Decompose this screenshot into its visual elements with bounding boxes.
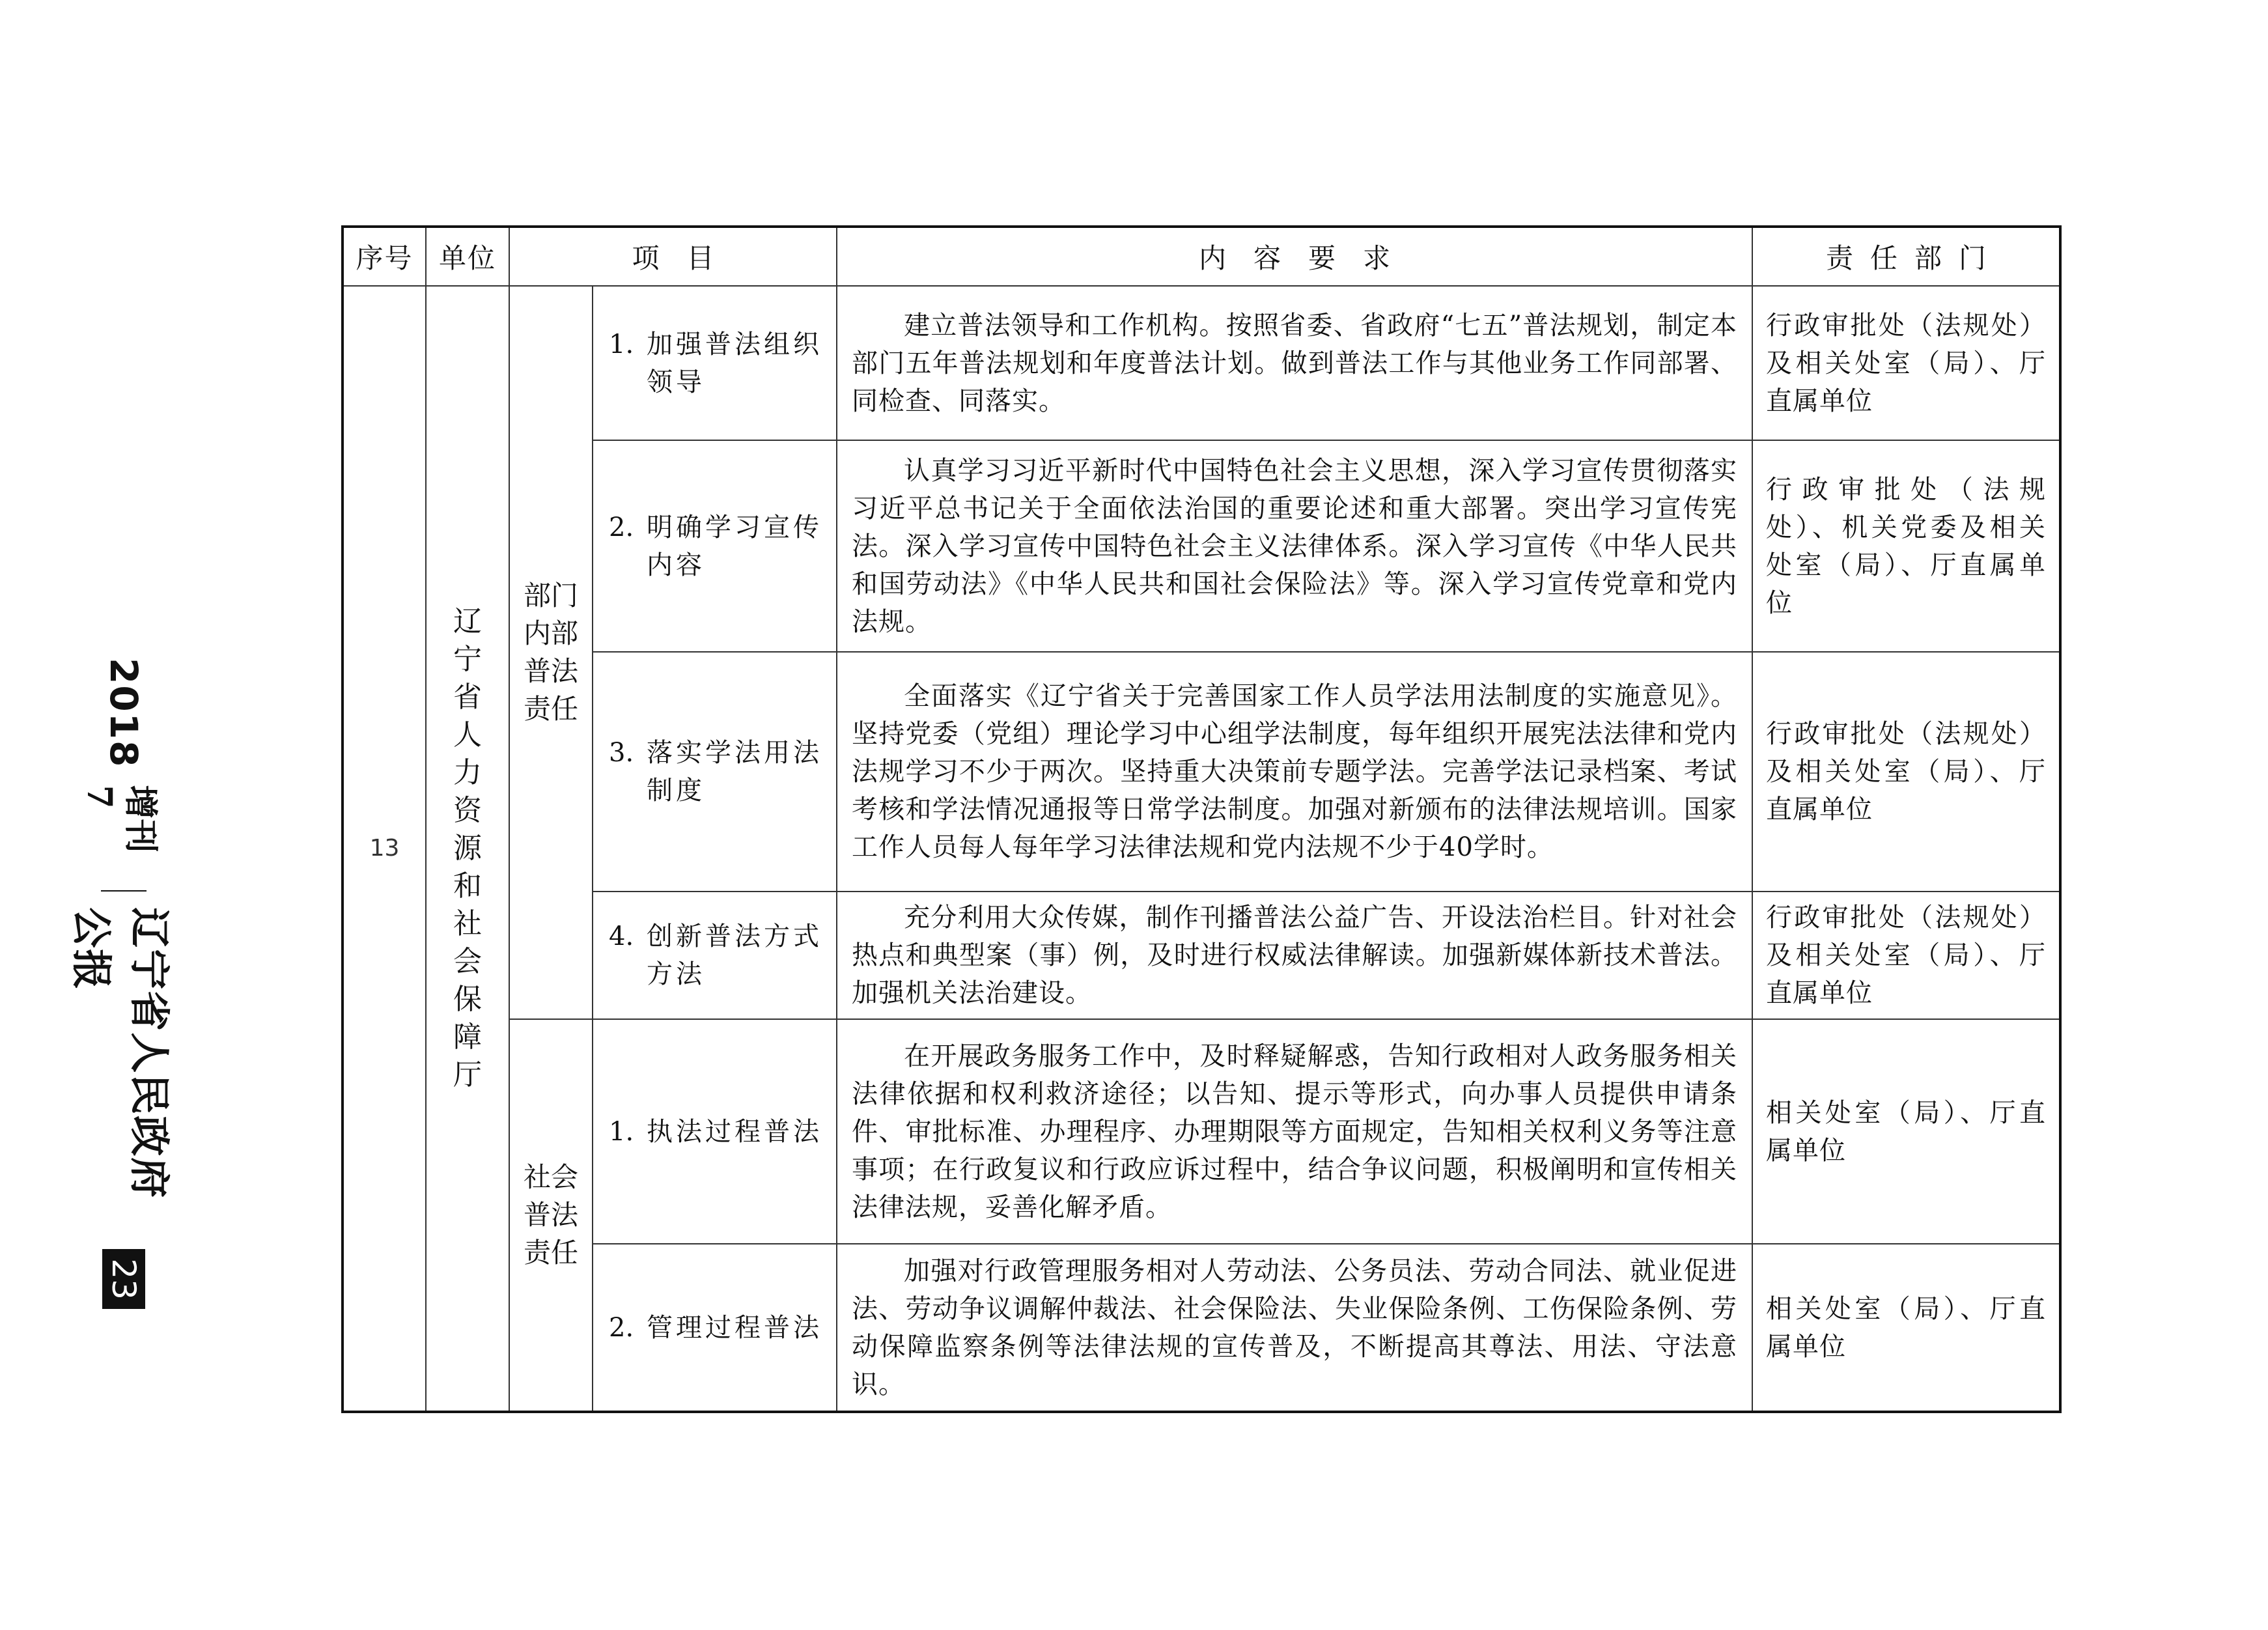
content-text: 充分利用大众传媒，制作刊播普法公益广告、开设法治栏目。针对社会热点和典型案（事）例，及时进行权威法律解读。加强新媒体新技术普法。加强机关法治建设。: [852, 903, 1738, 1008]
table-row: [343, 892, 2060, 1019]
table-row: [343, 1244, 2060, 1412]
category-internal: [509, 286, 593, 1019]
item-cell: [593, 1019, 837, 1244]
content-cell: [837, 440, 1752, 652]
table-row: [343, 1019, 2060, 1244]
banner-divider: [101, 890, 147, 892]
content-text: 建立普法领导和工作机构。按照省委、省政府“七五”普法规划，制定本部门五年普法规划和年度普法计划。做到普法工作与其他业务工作同部署、同检查、同落实。: [852, 310, 1738, 416]
header-dept: 责任部门: [1752, 227, 2060, 286]
side-banner: [68, 658, 173, 1309]
item-cell: [593, 652, 837, 892]
header-seq: 序号: [343, 227, 426, 286]
content-text: 全面落实《辽宁省关于完善国家工作人员学法用法制度的实施意见》。坚持党委（党组）理论学习中心组学法制度，每年组织开展宪法法律和党内法规学习不少于两次。坚持重大决策前专题学法。完善学法记录档案、考试考核和学法情况通报等日常学法制度。加强对新颁布的法律法规培训。国家工作人员每人每年学习法律法规和党内法规不少于40学时。: [852, 681, 1738, 862]
dept-cell: 相关处室（局）、厅直属单位: [1752, 1244, 2060, 1412]
item-label: 落实学法用法制度: [647, 738, 822, 806]
unit-name: 辽宁省人力资源和社会保障厅: [453, 605, 482, 1091]
dept-cell: 相关处室（局）、厅直属单位: [1752, 1019, 2060, 1244]
banner-journal-title: 辽宁省人民政府公报: [68, 907, 173, 1200]
item-label: 加强普法组织领导: [647, 329, 822, 397]
header-item: 项 目: [509, 227, 837, 286]
dept-cell: 行政审批处（法规处）及相关处室（局）、厅直属单位: [1752, 892, 2060, 1019]
item-cell: [593, 1244, 837, 1412]
content-cell: [837, 1244, 1752, 1412]
header-content: 内 容 要 求: [837, 227, 1752, 286]
content-cell: [837, 1019, 1752, 1244]
dept-cell: 行政审批处（法规处）及相关处室（局）、厅直属单位: [1752, 652, 2060, 892]
content-cell: [837, 892, 1752, 1019]
table-row: [343, 652, 2060, 892]
category-social: [509, 1019, 593, 1412]
content-text: 认真学习习近平新时代中国特色社会主义思想，深入学习宣传贯彻落实习近平总书记关于全面依法治国的重要论述和重大部署。突出学习宣传宪法。深入学习宣传中国特色社会主义法律体系。深入学习宣传《中华人民共和国劳动法》《中华人民共和国社会保险法》等。深入学习宣传党章和党内法规。: [852, 455, 1738, 637]
item-cell: [593, 892, 837, 1019]
item-number: 2.: [609, 512, 634, 542]
category-label: 社会普法责任: [523, 1161, 578, 1269]
banner-issue: 增刊 7: [79, 785, 160, 853]
seq-cell: 13: [343, 286, 426, 1412]
item-number: 1.: [609, 329, 634, 359]
item-cell: [593, 286, 837, 440]
category-label: 部门内部普法责任: [523, 580, 578, 725]
dept-cell: 行政审批处（法规处）、机关党委及相关处室（局）、厅直属单位: [1752, 440, 2060, 652]
table-row: [343, 440, 2060, 652]
table-row: [343, 286, 2060, 440]
item-cell: [593, 440, 837, 652]
header-unit: 单位: [426, 227, 509, 286]
content-cell: [837, 286, 1752, 440]
content-text: 在开展政务服务工作中，及时释疑解惑，告知行政相对人政务服务相关法律依据和权利救济途径；以告知、提示等形式，向办事人员提供申请条件、审批标准、办理程序、办理期限等方面规定，告知相关权利义务等注意事项；在行政复议和行政应诉过程中，结合争议问题，积极阐明和宣传相关法律法规，妥善化解矛盾。: [852, 1041, 1738, 1222]
content-cell: [837, 652, 1752, 892]
item-label: 管理过程普法: [647, 1312, 822, 1343]
item-number: 1.: [609, 1116, 634, 1147]
table-header-row: [343, 227, 2060, 286]
unit-cell: [426, 286, 509, 1412]
content-text: 加强对行政管理服务相对人劳动法、公务员法、劳动合同法、就业促进法、劳动争议调解仲裁法、社会保险法、失业保险条例、工伤保险条例、劳动保障监察条例等法律法规的宣传普及，不断提高其尊法、用法、守法意识。: [852, 1256, 1738, 1399]
page-number: 23: [102, 1249, 145, 1309]
dept-cell: 行政审批处（法规处）及相关处室（局）、厅直属单位: [1752, 286, 2060, 440]
item-label: 创新普法方式方法: [647, 921, 822, 989]
item-number: 4.: [609, 921, 634, 951]
item-number: 2.: [609, 1312, 634, 1343]
item-label: 执法过程普法: [647, 1116, 822, 1147]
item-number: 3.: [609, 738, 634, 768]
responsibility-table: [341, 225, 2062, 1413]
item-label: 明确学习宣传内容: [647, 512, 822, 580]
banner-year: 2018: [102, 658, 146, 768]
